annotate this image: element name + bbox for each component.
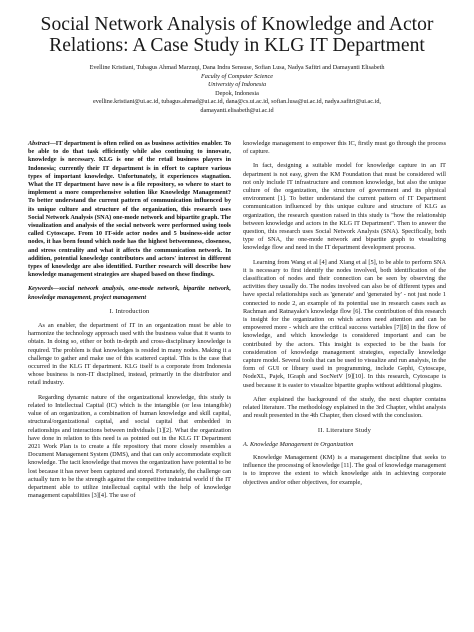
subsection-heading-km: A. Knowledge Management in Organization (243, 440, 354, 448)
intro-paragraph-1: As an enabler, the department of IT in an organization must be able to harmonize the technology approach used with the business value that it wants to obtain. In doing so, either or both in-depth and cross-disciplinary knowledge is required. The problem is that knowledges is resided in many nodes. Making it a challenge to gather and make use of this scattered capital. This is the case that occurred in the KLG IT department. KLG itself is a corporate from Indonesia whose business is non-IT disciplined, instead, primarily in the distributor and retail industry. (28, 322, 231, 387)
section-heading-introduction: I. Introduction (109, 307, 150, 315)
author-block (30, 64, 444, 116)
section-heading-literature: II. Literature Study (317, 426, 372, 434)
emails-line-2: damayanti.elisabeth@ui.ac.id (200, 106, 274, 114)
right-paragraph-1: In fact, designing a suitable model for knowledge capture in an IT department is not easy, given the KM Foundation that must be considered will not only include IT infrastructure and common knowledge, but also the unique culture of the organization, the structure of government and its physical environment [1]. To better understand the current pattern of IT Department communication influenced by this unique culture and structure of KLG as organization, the research question raised in this study is "how the relationship between knowledge and actors in the KLG IT Department". Then to answer the question, this research uses Social Network Analysis (SNA). Specifically, both type of SNA, the one-mode network and bipartite graph to visualizing knowledge flow and need in the IT department development process. (243, 162, 446, 252)
emails-line-1: evelline.kristiani@ui.ac.id, tubagus.ahmad@ui.ac.id, dana@cs.ui.ac.id, sofian.lusa@ui.ac.id, nadya.safitri@ui.ac.id, (93, 98, 381, 106)
keywords: Keywords—social network analysis, one-mode network, bipartite network, knowledge management, project management (28, 285, 231, 301)
university: University of Indonesia (207, 81, 267, 89)
author-names: Evelline Kristiani, Tubagus Ahmad Marzuqi, Dana Indra Sensuse, Sofian Lusa, Nadya Safitri and Damayanti Elisabeth (89, 64, 385, 71)
faculty: Faculty of Computer Science (201, 72, 273, 80)
right-paragraph-2: Learning from Wang et al [4] and Xiang et al [5], to be able to perform SNA it is necessary to first identify the nodes involved, both identification of the classification of nodes and their connection can be seen by observing the activities they usually do. The nodes involved can also be of different types and have special relationships such as 'generate' and 'generated by' - not just node 1 connected to node 2, an example of its potential use in research cases such as Rachman and Ratnayake's knowledge flow [6]. The contribution of this research is insight for the organization on which actors need attention and can be empowered more - which are the critical success variables [7][8] in the flow of knowledge, and which knowledge is considered important and can be contributed by the actors. This insight is expected to be the basis for consideration of knowledge management strategies, especially knowledge capture model. Several tools that can be used to visualize and run analysis, in the form of GUI or library used in programming, include Gephi, Cytoscape, NodeXL, Pajek, IGraph and SocNetV [9][10]. In this research, Cytoscape is used because it is easier to visualize bipartite graphs without additional plugins. (243, 258, 446, 389)
left-column (28, 140, 231, 506)
right-paragraph-3: After explained the background of the study, the next chapter contains related literature. The methodology explained in the 3rd Chapter, whilst analysis and result presented in the 4th Chapter, then closed with the conclusion. (243, 395, 446, 420)
right-column (243, 140, 446, 493)
paper-title: Social Network Analysis of Knowledge and Actor Relations: A Case Study in KLG IT Department (40, 14, 434, 56)
intro-paragraph-2: Regarding dynamic nature of the organizational knowledge, this study is related to Intellectual Capital (IC) which is the intangible (or less intangible) value of an organization, a combination of human knowledge and skill capital, structural/organizational capital, and social capital that embedded in relationships and interactions between individuals [1][2]. What the organization have done in relation to this need is as pointed out in the KLG IT Department 2021 Work Plan is to create a file repository that more closely resembles a Document Management System (DMS), and that can only accommodate explicit knowledge. The tacit knowledge that moves the organization have potential to be lost because it has never been captured and stored. Fortunately, the challenge can actually turn to be the strength against the competitive industrial world if the IT department able to utilize intellectual capital with the help of knowledge management capabilities [3][4]. The use of (28, 393, 231, 500)
abstract-body: IT department is often relied on as business activities enabler. To be able to do that task efficiently while also continuing to innovate, knowledge is necessary. KLG is one of the retail business players in Indonesia; currently their IT department is in effort to capture various types of important knowledge. Unfortunately, it experiences stagnation. What the IT department have now is a file repository, so where to start to implement a more comprehensive solution like Knowledge Management? To better understand the current pattern of communication influenced by its unique culture and structure of the organization, this research uses Social Network Analysis (SNA) one-mode network and bipartite graph. The visualization and analysis of the social network were performed using tools called Cytoscape. From 10 IT-side actor nodes and 5 business-side actor nodes, it has been found which node has the highest betweenness, closeness, and stress centrality and what it affects the communication network. In addition, potential knowledge contributors and actors' interest in different types of knowledge are also identified. Further research will describe how knowledge management strategies are shaped based on these findings. (28, 140, 231, 279)
right-paragraph-0: knowledge management to empower this IC, firstly must go through the process of capture. (243, 140, 446, 156)
right-paragraph-4: Knowledge Management (KM) is a management discipline that seeks to influence the processing of knowledge [11]. The goal of knowledge management is to improve the extent to which knowledge aids in achieving corporate objectives and/or other objectives, for example, (243, 453, 446, 486)
abstract-lead: Abstract— (28, 140, 56, 147)
city: Depok, Indonesia (215, 89, 259, 97)
abstract (28, 140, 231, 279)
